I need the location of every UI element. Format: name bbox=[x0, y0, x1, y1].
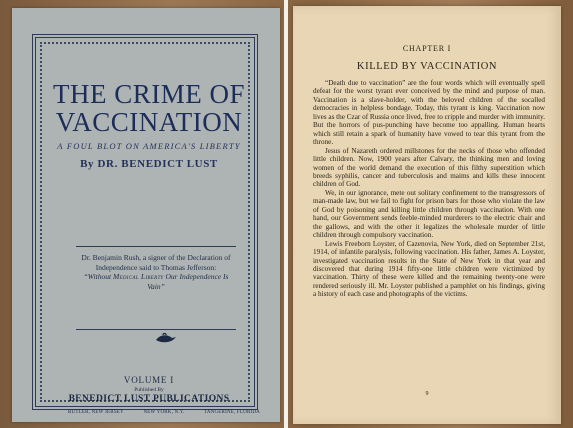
book-page bbox=[293, 6, 561, 424]
quote-text bbox=[80, 272, 232, 291]
quote-text-smallcaps: Medical Liberty bbox=[112, 272, 164, 281]
cover-title-line-2: VACCINATION bbox=[55, 107, 243, 137]
cover-volume: VOLUME I bbox=[123, 375, 175, 385]
cover-published-by: Published By bbox=[134, 387, 164, 393]
paragraph: Jesus of Nazareth ordered millstones for the necks of those who offended little children. Now, 1900 years after Calvary, the thinking men and loving women of the world demand the execution of this filthy superstition which breeds syphilis, cancer and tuberculosis and maims and kills these innocent children of God. bbox=[313, 146, 545, 189]
location-item: TANGERINE, FLORIDA bbox=[204, 410, 260, 415]
chapter-heading: CHAPTER I bbox=[402, 44, 452, 53]
location-item: NEW YORK, N.Y. bbox=[143, 410, 185, 415]
cover-title-line-1: THE CRIME OF bbox=[52, 79, 245, 109]
chapter-title: KILLED BY VACCINATION bbox=[356, 61, 498, 72]
paragraph: Lewis Freeborn Loyster, of Cazenovia, New York, died on September 21st, 1914, of infantile paralysis, following vaccination. His father, James A. Loyster, investigated vaccination results in the State of New York in that year and discovered that during 1914 fifty-one little children were victimized by vaccination. Thirty of these were killed and the remaining twenty-one were rendered seriously ill. Mr. Loyster published a pamphlet on his findings, giving a history of each case and photographs of the victims. bbox=[313, 239, 545, 299]
page-number: 9 bbox=[425, 391, 429, 397]
cover-locations bbox=[68, 410, 260, 415]
paragraph: We, in our ignorance, mete out solitary confinement to the transgressors of man-made law, but we fail to fight for prison bars for those who violate the law of God by poisoning and killing little children through vaccination. With one hand, our Government sends feeble-minded murderers to the electric chair and the gallows, and with the other it legalizes the wholesale murder of little children through compulsory vaccination. bbox=[313, 188, 545, 240]
quote-text-start: “Without bbox=[83, 272, 113, 281]
lamp-ornament-icon bbox=[154, 330, 178, 346]
paragraph: “Death due to vaccination” are the four words which will eventually spell defeat for the worst tyrant ever conceived by the mind and purpose of man. Vaccination is a slave-holder, with the beloved children of the socalled democracies in helpless bondage. Today, this tyrant is king. Vaccination now lives as the Czar of Russia once lived, free to cripple and murder with immunity. But the horrors of pus-punching have become too appalling. Human hearts which still retain a spark of humanity have vowed to tear this tyrant from the throne. bbox=[313, 79, 545, 147]
quote-text-end: Our Independence Is Vain” bbox=[147, 272, 229, 291]
cover-author: By DR. BENEDICT LUST bbox=[80, 158, 218, 170]
quote-intro: Dr. Benjamin Rush, a signer of the Declaration of Independence said to Thomas Jefferson: bbox=[81, 253, 231, 272]
quote-box bbox=[76, 246, 236, 330]
collage-divider bbox=[284, 0, 288, 428]
location-item: BUTLER, NEW JERSEY bbox=[68, 410, 124, 415]
cover-publisher: BENEDICT LUST PUBLICATIONS bbox=[68, 394, 230, 404]
cover-border-frame bbox=[32, 34, 260, 415]
page-body bbox=[313, 79, 545, 299]
cover-subtitle: A FOUL BLOT ON AMERICA'S LIBERTY bbox=[57, 141, 241, 151]
booklet-cover bbox=[12, 8, 280, 422]
